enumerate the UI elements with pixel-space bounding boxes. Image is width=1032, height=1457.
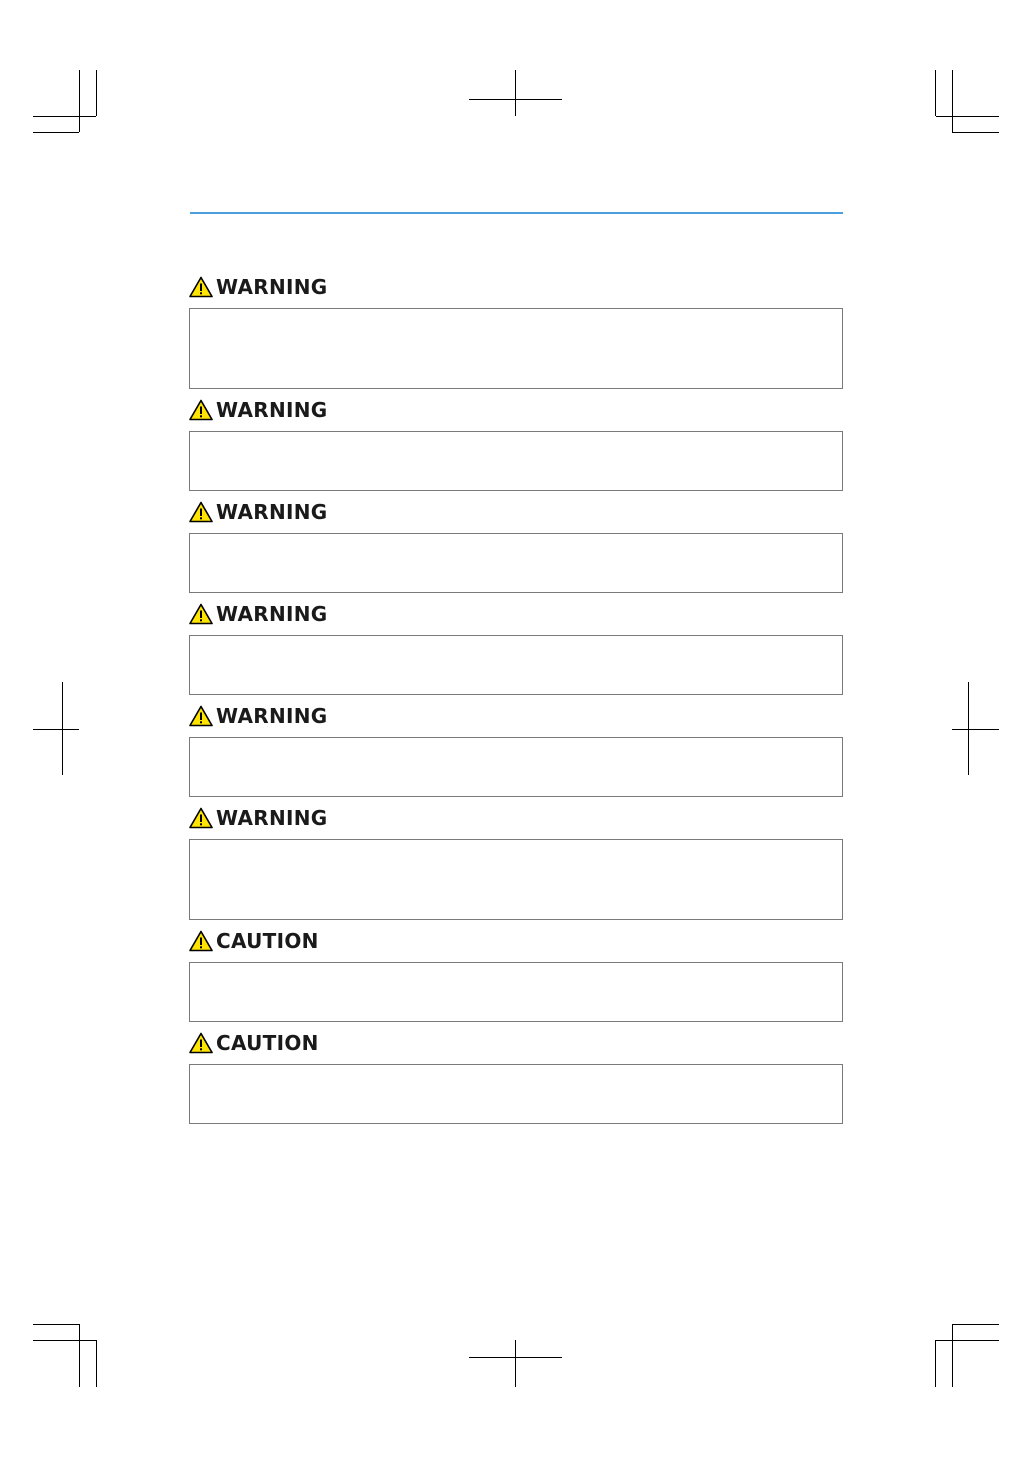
- safety-notices: [189, 274, 843, 1132]
- notice: [189, 601, 843, 695]
- header-rule: [190, 212, 843, 214]
- notice: [189, 928, 843, 1022]
- notice-heading: [189, 274, 843, 300]
- notice-box: [189, 431, 843, 491]
- notice: [189, 703, 843, 797]
- notice-label: WARNING: [216, 704, 328, 728]
- notice-box: [189, 635, 843, 695]
- notice-box: [189, 533, 843, 593]
- notice-heading: [189, 928, 843, 954]
- notice-label: CAUTION: [216, 1031, 319, 1055]
- notice-heading: [189, 499, 843, 525]
- notice-box: [189, 962, 843, 1022]
- notice-label: WARNING: [216, 806, 328, 830]
- warning-triangle-icon: [189, 705, 213, 727]
- warning-triangle-icon: [189, 603, 213, 625]
- warning-triangle-icon: [189, 807, 213, 829]
- notice: [189, 499, 843, 593]
- notice: [189, 805, 843, 920]
- notice: [189, 274, 843, 389]
- notice-heading: [189, 805, 843, 831]
- warning-triangle-icon: [189, 276, 213, 298]
- notice-heading: [189, 1030, 843, 1056]
- notice-label: WARNING: [216, 398, 328, 422]
- notice-label: WARNING: [216, 500, 328, 524]
- notice-heading: [189, 703, 843, 729]
- notice: [189, 1030, 843, 1124]
- notice-box: [189, 839, 843, 920]
- notice-box: [189, 737, 843, 797]
- notice-box: [189, 1064, 843, 1124]
- notice-label: WARNING: [216, 275, 328, 299]
- warning-triangle-icon: [189, 1032, 213, 1054]
- notice-label: WARNING: [216, 602, 328, 626]
- notice-heading: [189, 601, 843, 627]
- warning-triangle-icon: [189, 399, 213, 421]
- notice-box: [189, 308, 843, 389]
- notice-heading: [189, 397, 843, 423]
- notice-label: CAUTION: [216, 929, 319, 953]
- notice: [189, 397, 843, 491]
- warning-triangle-icon: [189, 501, 213, 523]
- warning-triangle-icon: [189, 930, 213, 952]
